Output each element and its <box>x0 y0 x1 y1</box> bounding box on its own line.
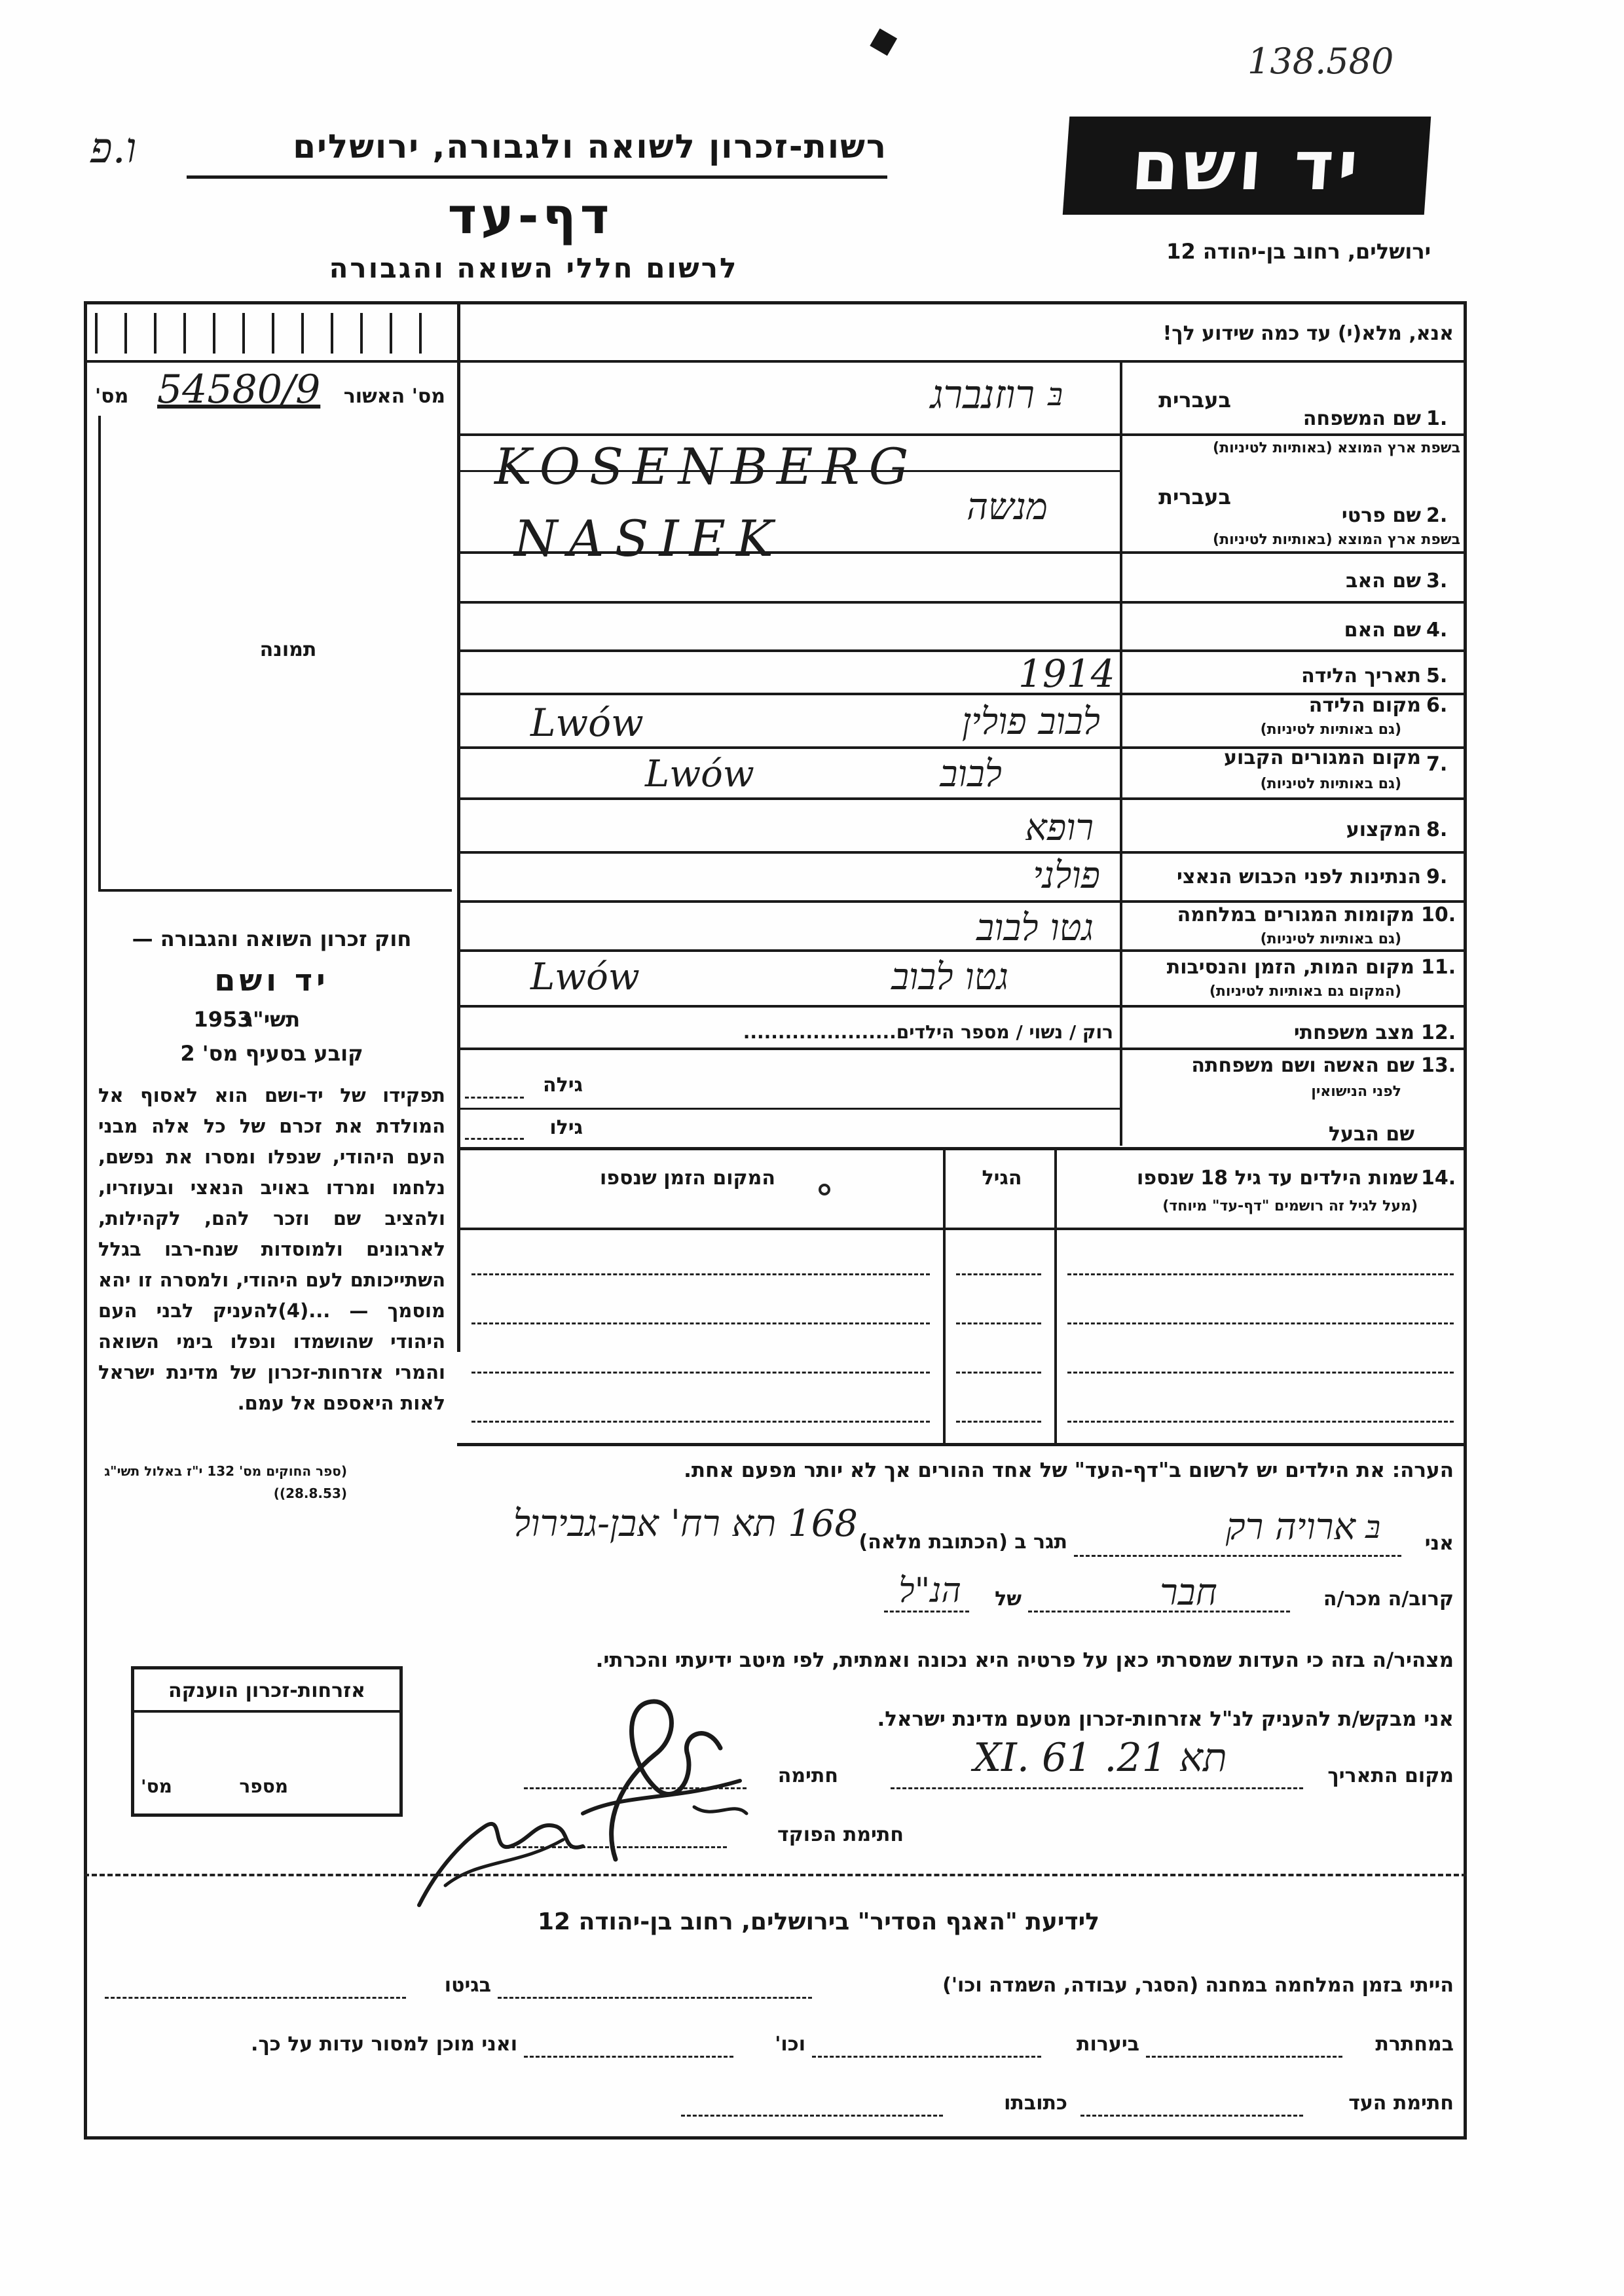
declarant-address: 168 תא רח' אבן-גבירול <box>513 1503 858 1545</box>
barcode-tick-strip <box>95 313 449 354</box>
instruction-row-divider <box>84 360 1467 363</box>
field-10-sub: (גם באותיות לטיניות) <box>1260 931 1401 947</box>
place-date-blank <box>891 1787 1303 1789</box>
form-subtitle: לרשום חללי השואה והגבורה <box>329 252 739 284</box>
husband-age-blank <box>465 1138 524 1140</box>
relation-label: קרוב/ה מכר/ה <box>1323 1588 1454 1611</box>
death-place-hebrew-value: גטו לבוב <box>891 956 1008 998</box>
etc-blank <box>524 2056 733 2058</box>
field-4-label: שם האם <box>1344 619 1421 642</box>
ghetto-name-blank <box>105 1997 406 1999</box>
row-divider-12 <box>457 1048 1467 1050</box>
bottom-line2-etc: וכו' <box>775 2033 805 2056</box>
left-column-divider <box>457 301 460 1352</box>
wife-age-label: גילה <box>543 1074 583 1097</box>
field-5-label: תאריך הלידה <box>1301 665 1421 687</box>
field-14-label: שמות הילדים עד גיל 18 שנספו <box>1137 1167 1418 1190</box>
law-year-hebrew: תשי"ג <box>243 1007 301 1032</box>
field-7-number: 7. <box>1426 753 1448 776</box>
wife-age-blank <box>465 1097 524 1099</box>
law-reference: (ספר החוקים מס' 132 י"ז באלול תשי"ג (28.8.53)) <box>104 1463 347 1501</box>
field-13-sub: לפני הנישואין <box>1311 1084 1401 1100</box>
relation-value: חבר <box>1160 1571 1217 1614</box>
bullet-mark <box>819 1184 830 1195</box>
law-name: יד ושם <box>214 962 329 998</box>
field-2-label: שם פרטי <box>1341 504 1421 527</box>
child-row-1-age <box>956 1273 1041 1275</box>
field-1-label: שם המשפחה <box>1302 407 1421 430</box>
relation-of-value: הנ"ל <box>898 1571 961 1611</box>
wartime-residence-value: גטו לבוב <box>976 907 1094 949</box>
bottom-line2-forests: ביערות <box>1077 2033 1139 2056</box>
bottom-line2-underground: במחתרת <box>1375 2033 1454 2056</box>
authority-line: רשות-זכרון לשואה ולגבורה, ירושלים <box>293 128 887 166</box>
birth-date-value: 1914 <box>1018 651 1115 696</box>
approval-label: מס' האשור <box>343 385 445 408</box>
photo-box-left <box>98 416 101 890</box>
child-row-2-place <box>471 1322 930 1324</box>
certificate-box-divider <box>131 1710 403 1713</box>
child-row-1-name <box>1067 1273 1454 1275</box>
field-3-label: שם האב <box>1346 570 1421 592</box>
logo-text: יד ושם <box>1129 126 1365 206</box>
row-divider-8 <box>457 851 1467 854</box>
field-7-label: מקום המגורים הקבוע <box>1224 746 1421 769</box>
bottom-line1-ghetto: בגיטו <box>444 1974 491 1997</box>
child-row-2-age <box>956 1322 1041 1324</box>
field-3-number: 3. <box>1426 570 1448 592</box>
children-table-bottom <box>457 1443 1467 1446</box>
law-text: תפקידו של יד-ושם הוא לאסוף אל המולדת את זכרם של כל אלה מבני העם היהודי, שנפלו ומסרו את נפשם, נלחמו ומרדו באויב הנאצי ובעוזריו, ולהציב שם וזכר להם, לקהילות, לארגונים ולמוסדות שנח-רבו בגלל השתייכותם לעם היהודי, ולמסרה זו יהא מוסמך — ...(4)להעניק לבני העם היהודי שהושמדו ונפלו בימי השואה והמרי אזרחות-זכרון של מדינת ישראל לאות היאספם אל עמם. <box>98 1084 445 1414</box>
resident-label: תגר ב (הכתובת מלאה) <box>858 1531 1067 1554</box>
field-12-label: מצב משפחתי <box>1293 1021 1414 1044</box>
approval-number: 54580/9 <box>157 367 321 412</box>
children-age-column-header: הגיל <box>982 1167 1022 1190</box>
field-11-number: 11. <box>1421 956 1456 979</box>
declarant-name: ארויה רק <box>1225 1506 1356 1548</box>
field-6-number: 6. <box>1426 694 1448 717</box>
photo-label: תמונה <box>259 638 317 661</box>
field-2-number: 2. <box>1426 504 1448 527</box>
surname-hebrew-value: רוזנברג <box>930 372 1035 418</box>
section-hebrew-2: בעברית <box>1158 484 1231 509</box>
row-divider-7 <box>457 797 1467 800</box>
residence-latin-value: Lwów <box>645 753 754 795</box>
row-divider-11 <box>457 1005 1467 1008</box>
field-12-number: 12. <box>1421 1021 1456 1044</box>
husband-age-label: גילו <box>549 1116 583 1139</box>
certificate-number-label: מספר <box>239 1776 288 1797</box>
birthplace-latin-value: Lwów <box>530 701 644 745</box>
request-text: אני מבקש/ת להעניק לנ"ל אזרחות-זכרון מטעם מדינת ישראל. <box>877 1707 1454 1731</box>
relation-blank <box>1028 1611 1290 1613</box>
place-date-value: תא 21. XI. 61 <box>973 1735 1227 1781</box>
declarant-i-label: אני <box>1424 1532 1454 1555</box>
profession-value: רופא <box>1025 807 1094 849</box>
ink-tick-mark: ■ <box>862 23 902 60</box>
field-11-sub: (המקום גם באותיות לטיניות) <box>1209 983 1401 1000</box>
field-13-number: 13. <box>1421 1054 1456 1077</box>
signature-label: חתימה <box>777 1764 838 1787</box>
declarant-name-blank <box>1074 1555 1401 1557</box>
child-row-1-place <box>471 1273 930 1275</box>
row-divider-9 <box>457 900 1467 903</box>
child-row-2-name <box>1067 1322 1454 1324</box>
label-column-divider <box>1120 360 1122 1146</box>
field-1-sub: בשפת ארץ המוצא (באותיות לטיניות) <box>1213 440 1460 456</box>
approval-label-suffix: מס' <box>95 385 129 408</box>
marital-status-options: רוק / נשוי / מספר הילדים...................... <box>743 1021 1113 1043</box>
surname-hebrew-prefix: בּ <box>1048 376 1063 413</box>
place-date-label: מקום התאריך <box>1327 1764 1454 1787</box>
authority-underline <box>187 175 887 179</box>
surname-latin-value: KOSENBERG <box>494 437 918 496</box>
photo-box-bottom <box>98 889 452 892</box>
witness-signature-blank <box>1080 2115 1303 2117</box>
section-hebrew-1: בעברית <box>1158 388 1231 412</box>
row-divider-1 <box>457 433 1467 436</box>
declarant-name-prefix: בּ <box>1365 1509 1381 1546</box>
children-col-divider-1 <box>943 1147 946 1443</box>
row-divider-13 <box>457 1147 1467 1150</box>
field-13-label: שם האשה ושם משפחתה <box>1191 1054 1414 1077</box>
children-place-column-header: המקום הזמן שנספו <box>600 1167 775 1190</box>
handwritten-initials: ו.פ <box>90 124 137 173</box>
official-signature <box>406 1787 589 1918</box>
forests-blank <box>812 2056 1041 2058</box>
child-row-3-place <box>471 1372 930 1374</box>
children-header-bottom <box>457 1228 1467 1230</box>
field-10-number: 10. <box>1421 903 1456 926</box>
child-row-3-name <box>1067 1372 1454 1374</box>
certificate-box-title: אזרחות-זכרון הוענקה <box>168 1679 366 1702</box>
archive-reference-number: 138.580 <box>1247 41 1394 82</box>
certificate-number-suffix: מס' <box>141 1776 172 1797</box>
field-8-label: המקצוע <box>1346 818 1421 841</box>
row-13-inner-divider <box>457 1108 1120 1110</box>
birthplace-hebrew-value: לבוב פולין <box>961 701 1100 743</box>
official-signature-label: חתימת הפוקד <box>777 1823 904 1846</box>
field-6-sub: (גם באותיות לטיניות) <box>1260 721 1401 738</box>
law-year: 1953 <box>193 1007 252 1032</box>
bottom-line1-text: הייתי בזמן המלחמה במחנה (הסגר, עבודה, השמדה וכו') <box>942 1974 1454 1997</box>
camp-name-blank <box>498 1997 812 1999</box>
field-8-number: 8. <box>1426 818 1448 841</box>
field-10-label: מקומות המגורים במלחמה <box>1177 903 1414 926</box>
field-14-number: 14. <box>1421 1167 1456 1190</box>
form-title: דף-עד <box>447 187 614 245</box>
field-5-number: 5. <box>1426 665 1448 687</box>
witness-address-label: כתובתו <box>1004 2092 1067 2115</box>
field-6-label: מקום הלידה <box>1308 694 1421 717</box>
declaration-text: מצהיר/ה בזה כי העדות שמסרתי כאן על פרטיה היא נכונה ואמתית, לפי מיטב ידיעתי והכרתי. <box>595 1649 1454 1672</box>
child-row-4-age <box>956 1421 1041 1423</box>
bottom-section-divider <box>84 1874 1467 1876</box>
witness-signature-label: חתימת העד <box>1348 2092 1454 2115</box>
row-divider-3 <box>457 601 1467 604</box>
field-2-sub: בשפת ארץ המוצא (באותיות לטיניות) <box>1213 532 1460 548</box>
yad-vashem-logo <box>1063 117 1431 215</box>
law-clause: קובע בסעיף מס' 2 <box>180 1041 363 1066</box>
husband-label: שם הבעל <box>1328 1123 1414 1146</box>
field-1-number: 1. <box>1426 407 1448 430</box>
row-divider-4 <box>457 649 1467 652</box>
law-title: חוק זכרון השואה והגבורה — <box>132 926 412 951</box>
child-row-4-place <box>471 1421 930 1423</box>
field-14-sub: (מעל לגיל זה רושמים "דף-עד" מיוחד) <box>1162 1198 1418 1214</box>
death-place-latin-value: Lwów <box>530 956 640 998</box>
row-divider-10 <box>457 949 1467 952</box>
children-note: הערה: את הילדים יש לרשום ב"דף-העד" של אחד ההורים אך לא יותר מפעם אחת. <box>684 1459 1454 1482</box>
child-row-4-name <box>1067 1421 1454 1423</box>
given-name-latin-value: NASIEK <box>514 509 784 568</box>
relation-of-label: של <box>995 1588 1022 1611</box>
field-9-number: 9. <box>1426 866 1448 888</box>
children-col-divider-2 <box>1054 1147 1057 1443</box>
nationality-value: פולני <box>1033 854 1100 897</box>
field-7-sub: (גם באותיות לטיניות) <box>1260 776 1401 792</box>
given-name-hebrew-value: מנשה <box>967 486 1048 528</box>
bottom-line2-willing: ואני מוכן למסור עדות על כך. <box>251 2033 517 2056</box>
logo-address: ירושלים, רחוב בן-יהודה 12 <box>1166 239 1431 264</box>
underground-blank <box>1146 2056 1342 2058</box>
top-instruction: אנא, מלא(י) עד כמה שידוע לך! <box>1162 322 1454 345</box>
witness-address-blank <box>681 2115 943 2117</box>
child-row-3-age <box>956 1372 1041 1374</box>
field-4-number: 4. <box>1426 619 1448 642</box>
relation-of-blank <box>884 1611 969 1613</box>
residence-hebrew-value: לבוב <box>940 753 1002 795</box>
field-11-label: מקום המות, הזמן והנסיבות <box>1166 956 1414 979</box>
field-9-label: הנתינות לפני הכבוש הנאצי <box>1177 866 1421 888</box>
bottom-header: לידיעת "האגף הסדיר" בירושלים, רחוב בן-יהודה 12 <box>537 1908 1100 1935</box>
